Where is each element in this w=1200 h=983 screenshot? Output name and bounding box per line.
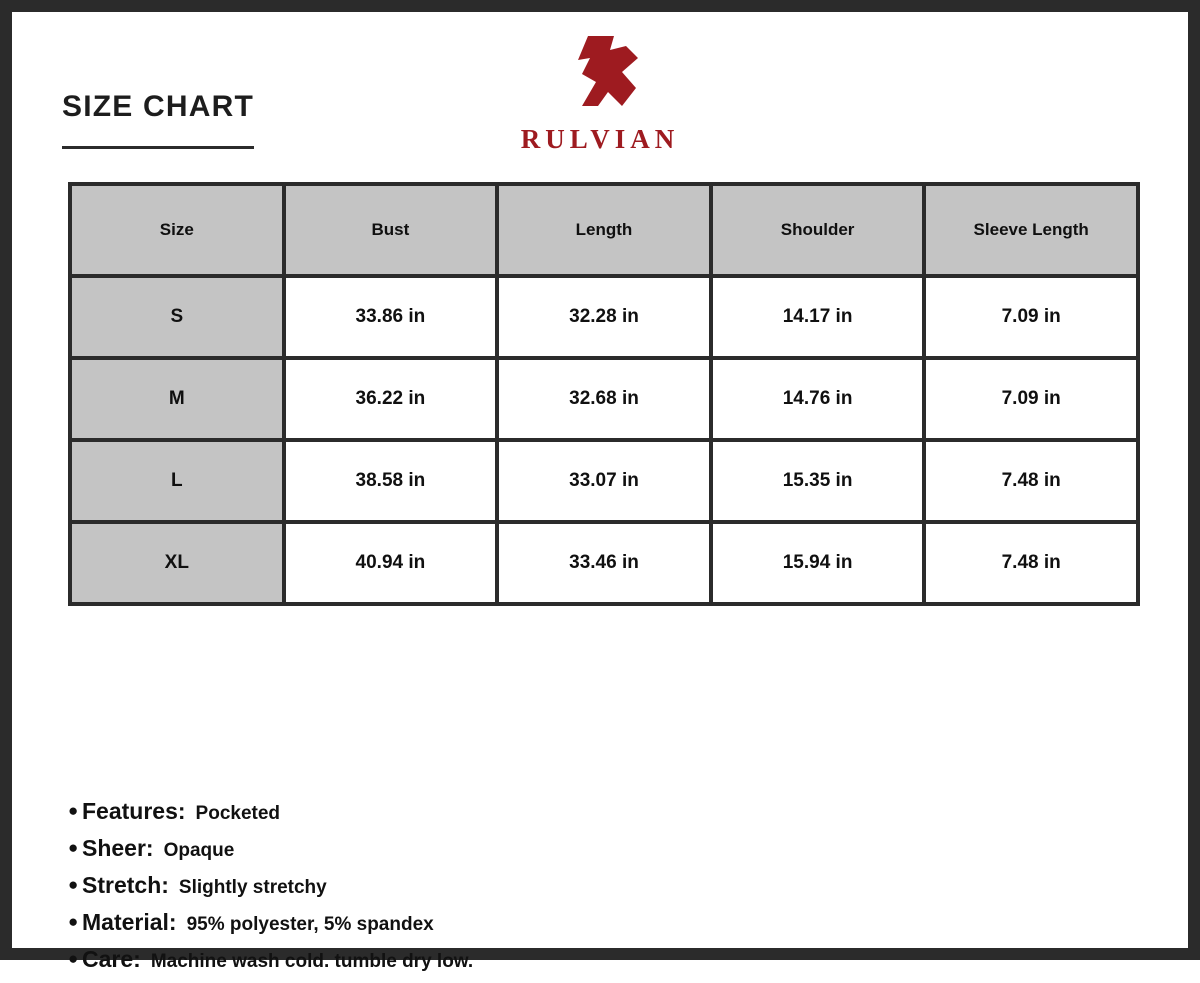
detail-value: Machine wash cold. tumble dry low. [150,951,474,972]
cell-bust: 38.58 in [284,440,498,522]
cell-bust: 36.22 in [284,358,498,440]
bullet-icon: ● [68,949,79,968]
bullet-icon: ● [68,875,79,894]
table-header-row [70,184,1138,276]
table-row [70,440,1138,522]
cell-bust: 40.94 in [284,522,498,604]
detail-label: Features: [82,798,186,824]
cell-size: M [70,358,284,440]
bullet-icon: ● [68,912,79,931]
page-title: SIZE CHART [62,90,254,123]
detail-value: Slightly stretchy [178,877,327,898]
rulvian-r-monogram-icon [552,34,648,120]
column-header-sleeve-length: Sleeve Length [924,184,1138,276]
detail-label: Stretch: [82,872,169,898]
size-table-wrapper [68,182,1140,606]
cell-shoulder: 14.76 in [711,358,925,440]
cell-size: XL [70,522,284,604]
table-row [70,276,1138,358]
cell-bust: 33.86 in [284,276,498,358]
cell-shoulder: 14.17 in [711,276,925,358]
size-table-head [70,184,1138,276]
detail-label: Material: [82,909,177,935]
cell-length: 32.28 in [497,276,711,358]
product-details-list [68,798,1148,983]
detail-value: Opaque [163,840,235,861]
column-header-shoulder: Shoulder [711,184,925,276]
bullet-icon: ● [68,838,79,857]
cell-length: 33.46 in [497,522,711,604]
cell-size: L [70,440,284,522]
column-header-size: Size [70,184,284,276]
cell-sleeve-length: 7.48 in [924,522,1138,604]
cell-sleeve-length: 7.09 in [924,276,1138,358]
page-inner [12,12,1188,972]
cell-shoulder: 15.35 in [711,440,925,522]
cell-sleeve-length: 7.09 in [924,358,1138,440]
size-table [68,182,1140,606]
cell-shoulder: 15.94 in [711,522,925,604]
detail-value: 95% polyester, 5% spandex [186,914,434,935]
table-row [70,522,1138,604]
list-item [68,872,1148,899]
list-item [68,835,1148,862]
size-table-body [70,276,1138,604]
brand-lockup [12,34,1188,155]
cell-size: S [70,276,284,358]
detail-value: Pocketed [195,803,281,824]
brand-name: RULVIAN [520,124,680,154]
list-item [68,798,1148,825]
detail-label: Care: [82,946,141,972]
list-item [68,909,1148,936]
detail-label: Sheer: [82,835,154,861]
table-row [70,358,1138,440]
cell-length: 33.07 in [497,440,711,522]
column-header-length: Length [497,184,711,276]
cell-sleeve-length: 7.48 in [924,440,1138,522]
column-header-bust: Bust [284,184,498,276]
cell-length: 32.68 in [497,358,711,440]
bullet-icon: ● [68,801,79,820]
document-header [12,12,1188,162]
